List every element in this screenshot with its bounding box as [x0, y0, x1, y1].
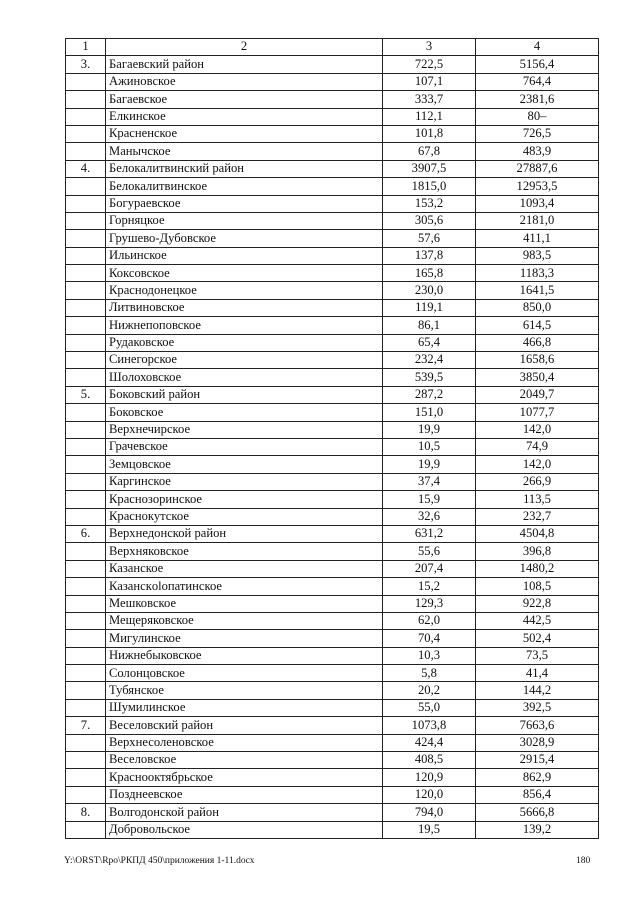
- table-row: [66, 265, 599, 282]
- value-col3-cell: 232,4: [383, 352, 476, 369]
- row-number-cell: [66, 125, 106, 142]
- table-row: [66, 491, 599, 508]
- table-row: [66, 299, 599, 316]
- row-number-cell: [66, 282, 106, 299]
- value-col3-cell: 129,3: [383, 595, 476, 612]
- settlement-name-cell: Позднеевское: [106, 786, 383, 803]
- row-number-cell: [66, 595, 106, 612]
- table-row: [66, 160, 599, 177]
- value-col3-cell: 107,1: [383, 73, 476, 90]
- row-number-cell: [66, 612, 106, 629]
- header-cell: 4: [476, 39, 599, 56]
- table-row: [66, 821, 599, 838]
- table-row: [66, 595, 599, 612]
- value-col4-cell: 74,9: [476, 438, 599, 455]
- value-col4-cell: 466,8: [476, 334, 599, 351]
- value-col4-cell: 1077,7: [476, 404, 599, 421]
- value-col4-cell: 4504,8: [476, 525, 599, 542]
- row-number-cell: [66, 352, 106, 369]
- value-col3-cell: 539,5: [383, 369, 476, 386]
- settlement-name-cell: Белокалитвинское: [106, 178, 383, 195]
- value-col3-cell: 65,4: [383, 334, 476, 351]
- table-row: [66, 108, 599, 125]
- value-col3-cell: 19,5: [383, 821, 476, 838]
- table-row: [66, 525, 599, 542]
- value-col4-cell: 144,2: [476, 682, 599, 699]
- table-row: [66, 143, 599, 160]
- row-number-cell: 7.: [66, 717, 106, 734]
- value-col3-cell: 153,2: [383, 195, 476, 212]
- value-col4-cell: 266,9: [476, 473, 599, 490]
- value-col3-cell: 333,7: [383, 91, 476, 108]
- table-row: [66, 317, 599, 334]
- table-row: [66, 752, 599, 769]
- row-number-cell: [66, 560, 106, 577]
- row-number-cell: [66, 578, 106, 595]
- row-number-cell: [66, 630, 106, 647]
- footer-page-number: 180: [576, 856, 591, 866]
- settlement-name-cell: Мигулинское: [106, 630, 383, 647]
- value-col4-cell: 2181,0: [476, 212, 599, 229]
- value-col3-cell: 120,9: [383, 769, 476, 786]
- settlement-name-cell: Веселовский район: [106, 717, 383, 734]
- footer-file-path: Y:\ORST\Rpo\РКПД 450\приложения 1-11.docx: [64, 856, 255, 866]
- value-col3-cell: 305,6: [383, 212, 476, 229]
- settlement-name-cell: Краснозоринское: [106, 491, 383, 508]
- header-cell: 1: [66, 39, 106, 56]
- table-row: [66, 665, 599, 682]
- row-number-cell: [66, 752, 106, 769]
- value-col4-cell: 232,7: [476, 508, 599, 525]
- settlement-name-cell: Боковское: [106, 404, 383, 421]
- settlement-name-cell: Литвиновское: [106, 299, 383, 316]
- table-row: [66, 786, 599, 803]
- row-number-cell: [66, 665, 106, 682]
- value-col4-cell: 502,4: [476, 630, 599, 647]
- value-col3-cell: 62,0: [383, 612, 476, 629]
- table-row: [66, 247, 599, 264]
- row-number-cell: [66, 647, 106, 664]
- row-number-cell: 6.: [66, 525, 106, 542]
- settlement-name-cell: Багаевский район: [106, 56, 383, 73]
- table-row: [66, 125, 599, 142]
- row-number-cell: [66, 543, 106, 560]
- value-col4-cell: 862,9: [476, 769, 599, 786]
- table-row: [66, 56, 599, 73]
- table-body: [66, 39, 599, 839]
- value-col4-cell: 27887,6: [476, 160, 599, 177]
- row-number-cell: 5.: [66, 386, 106, 403]
- value-col3-cell: 15,2: [383, 578, 476, 595]
- settlement-name-cell: Манычское: [106, 143, 383, 160]
- value-col4-cell: 392,5: [476, 699, 599, 716]
- value-col4-cell: 142,0: [476, 456, 599, 473]
- table-row: [66, 804, 599, 821]
- settlement-name-cell: Ильинское: [106, 247, 383, 264]
- header-cell: 2: [106, 39, 383, 56]
- row-number-cell: [66, 317, 106, 334]
- row-number-cell: [66, 73, 106, 90]
- settlement-name-cell: Ажиновское: [106, 73, 383, 90]
- table-row: [66, 769, 599, 786]
- value-col3-cell: 1073,8: [383, 717, 476, 734]
- value-col3-cell: 3907,5: [383, 160, 476, 177]
- value-col3-cell: 151,0: [383, 404, 476, 421]
- settlement-name-cell: Багаевское: [106, 91, 383, 108]
- settlement-name-cell: Рудаковское: [106, 334, 383, 351]
- settlement-name-cell: Верхнечирское: [106, 421, 383, 438]
- table-row: [66, 438, 599, 455]
- value-col3-cell: 120,0: [383, 786, 476, 803]
- settlement-name-cell: Краснооктябрьское: [106, 769, 383, 786]
- table-row: [66, 334, 599, 351]
- settlement-name-cell: Боковский район: [106, 386, 383, 403]
- value-col3-cell: 32,6: [383, 508, 476, 525]
- table-row: [66, 630, 599, 647]
- table-row: [66, 421, 599, 438]
- row-number-cell: [66, 473, 106, 490]
- row-number-cell: [66, 821, 106, 838]
- value-col3-cell: 137,8: [383, 247, 476, 264]
- table-row: [66, 282, 599, 299]
- value-col3-cell: 112,1: [383, 108, 476, 125]
- row-number-cell: [66, 491, 106, 508]
- row-number-cell: [66, 769, 106, 786]
- row-number-cell: [66, 699, 106, 716]
- row-number-cell: [66, 438, 106, 455]
- value-col3-cell: 19,9: [383, 421, 476, 438]
- value-col3-cell: 55,0: [383, 699, 476, 716]
- row-number-cell: [66, 265, 106, 282]
- value-col3-cell: 794,0: [383, 804, 476, 821]
- value-col4-cell: 850,0: [476, 299, 599, 316]
- settlement-name-cell: Верхняковское: [106, 543, 383, 560]
- settlement-name-cell: Земцовское: [106, 456, 383, 473]
- settlement-name-cell: Шолоховское: [106, 369, 383, 386]
- settlement-name-cell: Грушево-Дубовское: [106, 230, 383, 247]
- table-row: [66, 682, 599, 699]
- row-number-cell: [66, 212, 106, 229]
- row-number-cell: [66, 369, 106, 386]
- value-col4-cell: 41,4: [476, 665, 599, 682]
- settlement-name-cell: Верхнедонской район: [106, 525, 383, 542]
- settlement-name-cell: Мешковское: [106, 595, 383, 612]
- table-row: [66, 508, 599, 525]
- row-number-cell: [66, 404, 106, 421]
- value-col3-cell: 722,5: [383, 56, 476, 73]
- value-col4-cell: 2381,6: [476, 91, 599, 108]
- settlement-name-cell: Добровольское: [106, 821, 383, 838]
- value-col4-cell: 1480,2: [476, 560, 599, 577]
- value-col3-cell: 1815,0: [383, 178, 476, 195]
- value-col4-cell: 3850,4: [476, 369, 599, 386]
- value-col3-cell: 57,6: [383, 230, 476, 247]
- value-col4-cell: 2915,4: [476, 752, 599, 769]
- value-col4-cell: 726,5: [476, 125, 599, 142]
- settlement-name-cell: Шумилинское: [106, 699, 383, 716]
- value-col3-cell: 230,0: [383, 282, 476, 299]
- value-col3-cell: 67,8: [383, 143, 476, 160]
- value-col4-cell: 5666,8: [476, 804, 599, 821]
- value-col3-cell: 408,5: [383, 752, 476, 769]
- row-number-cell: [66, 195, 106, 212]
- value-col3-cell: 424,4: [383, 734, 476, 751]
- table-row: [66, 717, 599, 734]
- value-col4-cell: 142,0: [476, 421, 599, 438]
- value-col4-cell: 1093,4: [476, 195, 599, 212]
- settlement-name-cell: Горняцкое: [106, 212, 383, 229]
- value-col4-cell: 396,8: [476, 543, 599, 560]
- settlement-name-cell: Нижнепоповское: [106, 317, 383, 334]
- row-number-cell: [66, 682, 106, 699]
- value-col4-cell: 483,9: [476, 143, 599, 160]
- value-col3-cell: 207,4: [383, 560, 476, 577]
- settlement-name-cell: Богураевское: [106, 195, 383, 212]
- settlement-name-cell: Нижнебыковское: [106, 647, 383, 664]
- value-col4-cell: 113,5: [476, 491, 599, 508]
- value-col3-cell: 19,9: [383, 456, 476, 473]
- value-col4-cell: 922,8: [476, 595, 599, 612]
- settlement-name-cell: Елкинское: [106, 108, 383, 125]
- value-col4-cell: 108,5: [476, 578, 599, 595]
- row-number-cell: [66, 230, 106, 247]
- value-col4-cell: 3028,9: [476, 734, 599, 751]
- row-number-cell: [66, 247, 106, 264]
- table-row: [66, 91, 599, 108]
- row-number-cell: 3.: [66, 56, 106, 73]
- value-col4-cell: 764,4: [476, 73, 599, 90]
- value-col3-cell: 631,2: [383, 525, 476, 542]
- settlement-name-cell: Волгодонской район: [106, 804, 383, 821]
- table-row: [66, 543, 599, 560]
- row-number-cell: [66, 786, 106, 803]
- settlement-name-cell: Солонцовское: [106, 665, 383, 682]
- table-row: [66, 647, 599, 664]
- table-row: [66, 195, 599, 212]
- settlement-name-cell: Казанское: [106, 560, 383, 577]
- settlement-name-cell: Краснодонецкое: [106, 282, 383, 299]
- value-col4-cell: 442,5: [476, 612, 599, 629]
- table-row: [66, 699, 599, 716]
- value-col3-cell: 20,2: [383, 682, 476, 699]
- table-row: [66, 230, 599, 247]
- value-col4-cell: 139,2: [476, 821, 599, 838]
- row-number-cell: [66, 299, 106, 316]
- value-col4-cell: 1658,6: [476, 352, 599, 369]
- settlement-name-cell: Краснокутское: [106, 508, 383, 525]
- settlement-name-cell: Казанскolопатинское: [106, 578, 383, 595]
- table-row: [66, 404, 599, 421]
- settlement-name-cell: Грачевское: [106, 438, 383, 455]
- table-row: [66, 178, 599, 195]
- table-row: [66, 473, 599, 490]
- table-row: [66, 386, 599, 403]
- table-row: [66, 456, 599, 473]
- value-col3-cell: 37,4: [383, 473, 476, 490]
- value-col3-cell: 287,2: [383, 386, 476, 403]
- table-row: [66, 734, 599, 751]
- table-row: [66, 369, 599, 386]
- table-row: [66, 73, 599, 90]
- table-row: [66, 560, 599, 577]
- table-header-row: [66, 39, 599, 56]
- value-col3-cell: 10,3: [383, 647, 476, 664]
- settlement-name-cell: Каргинское: [106, 473, 383, 490]
- settlement-name-cell: Верхнесоленовское: [106, 734, 383, 751]
- table-row: [66, 612, 599, 629]
- settlement-name-cell: Белокалитвинский район: [106, 160, 383, 177]
- table-row: [66, 212, 599, 229]
- settlement-name-cell: Мещеряковское: [106, 612, 383, 629]
- value-col4-cell: 411,1: [476, 230, 599, 247]
- row-number-cell: [66, 508, 106, 525]
- value-col3-cell: 101,8: [383, 125, 476, 142]
- value-col4-cell: 73,5: [476, 647, 599, 664]
- row-number-cell: [66, 421, 106, 438]
- value-col4-cell: 5156,4: [476, 56, 599, 73]
- value-col3-cell: 55,6: [383, 543, 476, 560]
- value-col4-cell: 12953,5: [476, 178, 599, 195]
- settlement-name-cell: Красненское: [106, 125, 383, 142]
- row-number-cell: [66, 334, 106, 351]
- value-col4-cell: 7663,6: [476, 717, 599, 734]
- value-col4-cell: 614,5: [476, 317, 599, 334]
- value-col3-cell: 5,8: [383, 665, 476, 682]
- row-number-cell: [66, 108, 106, 125]
- row-number-cell: 8.: [66, 804, 106, 821]
- row-number-cell: [66, 178, 106, 195]
- settlement-name-cell: Тубянское: [106, 682, 383, 699]
- header-cell: 3: [383, 39, 476, 56]
- value-col4-cell: 80–: [476, 108, 599, 125]
- row-number-cell: [66, 456, 106, 473]
- value-col4-cell: 1641,5: [476, 282, 599, 299]
- value-col3-cell: 70,4: [383, 630, 476, 647]
- table-row: [66, 352, 599, 369]
- settlement-name-cell: Коксовское: [106, 265, 383, 282]
- row-number-cell: 4.: [66, 160, 106, 177]
- value-col3-cell: 119,1: [383, 299, 476, 316]
- table-row: [66, 578, 599, 595]
- data-table: [65, 38, 599, 839]
- value-col4-cell: 856,4: [476, 786, 599, 803]
- value-col3-cell: 86,1: [383, 317, 476, 334]
- value-col3-cell: 15,9: [383, 491, 476, 508]
- row-number-cell: [66, 91, 106, 108]
- value-col4-cell: 983,5: [476, 247, 599, 264]
- value-col4-cell: 2049,7: [476, 386, 599, 403]
- settlement-name-cell: Синегорское: [106, 352, 383, 369]
- value-col4-cell: 1183,3: [476, 265, 599, 282]
- settlement-name-cell: Веселовское: [106, 752, 383, 769]
- row-number-cell: [66, 143, 106, 160]
- row-number-cell: [66, 734, 106, 751]
- value-col3-cell: 10,5: [383, 438, 476, 455]
- value-col3-cell: 165,8: [383, 265, 476, 282]
